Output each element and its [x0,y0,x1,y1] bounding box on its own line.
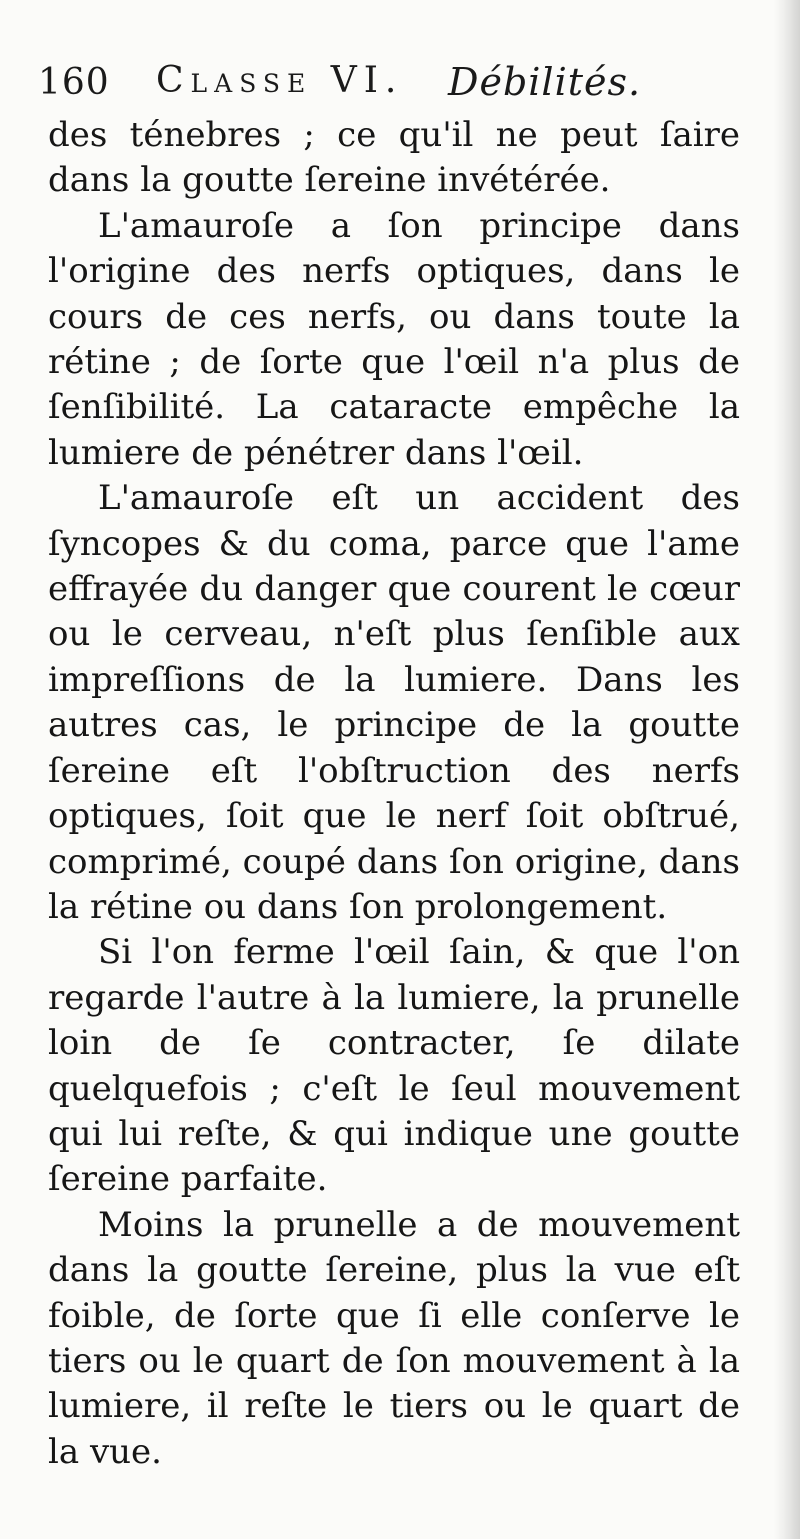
paragraph-amaurosis-principle: L'amauroſe a ſon principe dans l'origine des nerfs optiques, dans le cours de ces nerfs, ou dans toute la rétine ; de ſorte que l'œil n'a plus de ſenſibilité. La cataracte empêche la lumiere de pénétrer dans l'œil. [48,205,740,473]
paragraph-pupil-movement: Moins la prunelle a de mouvement dans la goutte ſereine, plus la vue eſt foible, de ſorte que ſi elle conſerve le tiers ou le quart de ſon mouvement à la lumiere, il reſte le tiers ou le quart de la vue. [48,1204,740,1472]
body-text [48,113,740,1475]
section-title: Débilités. [448,60,642,104]
class-title: Classe VI. [156,60,404,101]
paragraph-amaurosis-accident: L'amauroſe eſt un accident des ſyncopes & du coma, parce que l'ame effrayée du danger que courent le cœur ou le cerveau, n'eſt plus ſenſible aux impreſſions de la lumiere. Dans les autres cas, le principe de la goutte ſereine eſt l'obſtruction des nerfs optiques, ſoit que le nerf ſoit obſtrué, comprimé, coupé dans ſon origine, dans la rétine ou dans ſon prolongement. [48,478,740,927]
paragraph-closed-eye-test: Si l'on ferme l'œil ſain, & que l'on regarde l'autre à la lumiere, la prunelle loin de ſe contracter, ſe dilate quelquefois ; c'eſt le ſeul mouvement qui lui reſte, & qui indique une goutte ſereine parfaite. [48,932,740,1200]
page-gutter-shadow [774,0,800,1539]
paragraph-continuation: des ténebres ; ce qu'il ne peut ſaire dans la goutte ſereine invétérée. [48,115,740,201]
page-number: 160 [38,62,110,103]
running-head [38,54,738,110]
